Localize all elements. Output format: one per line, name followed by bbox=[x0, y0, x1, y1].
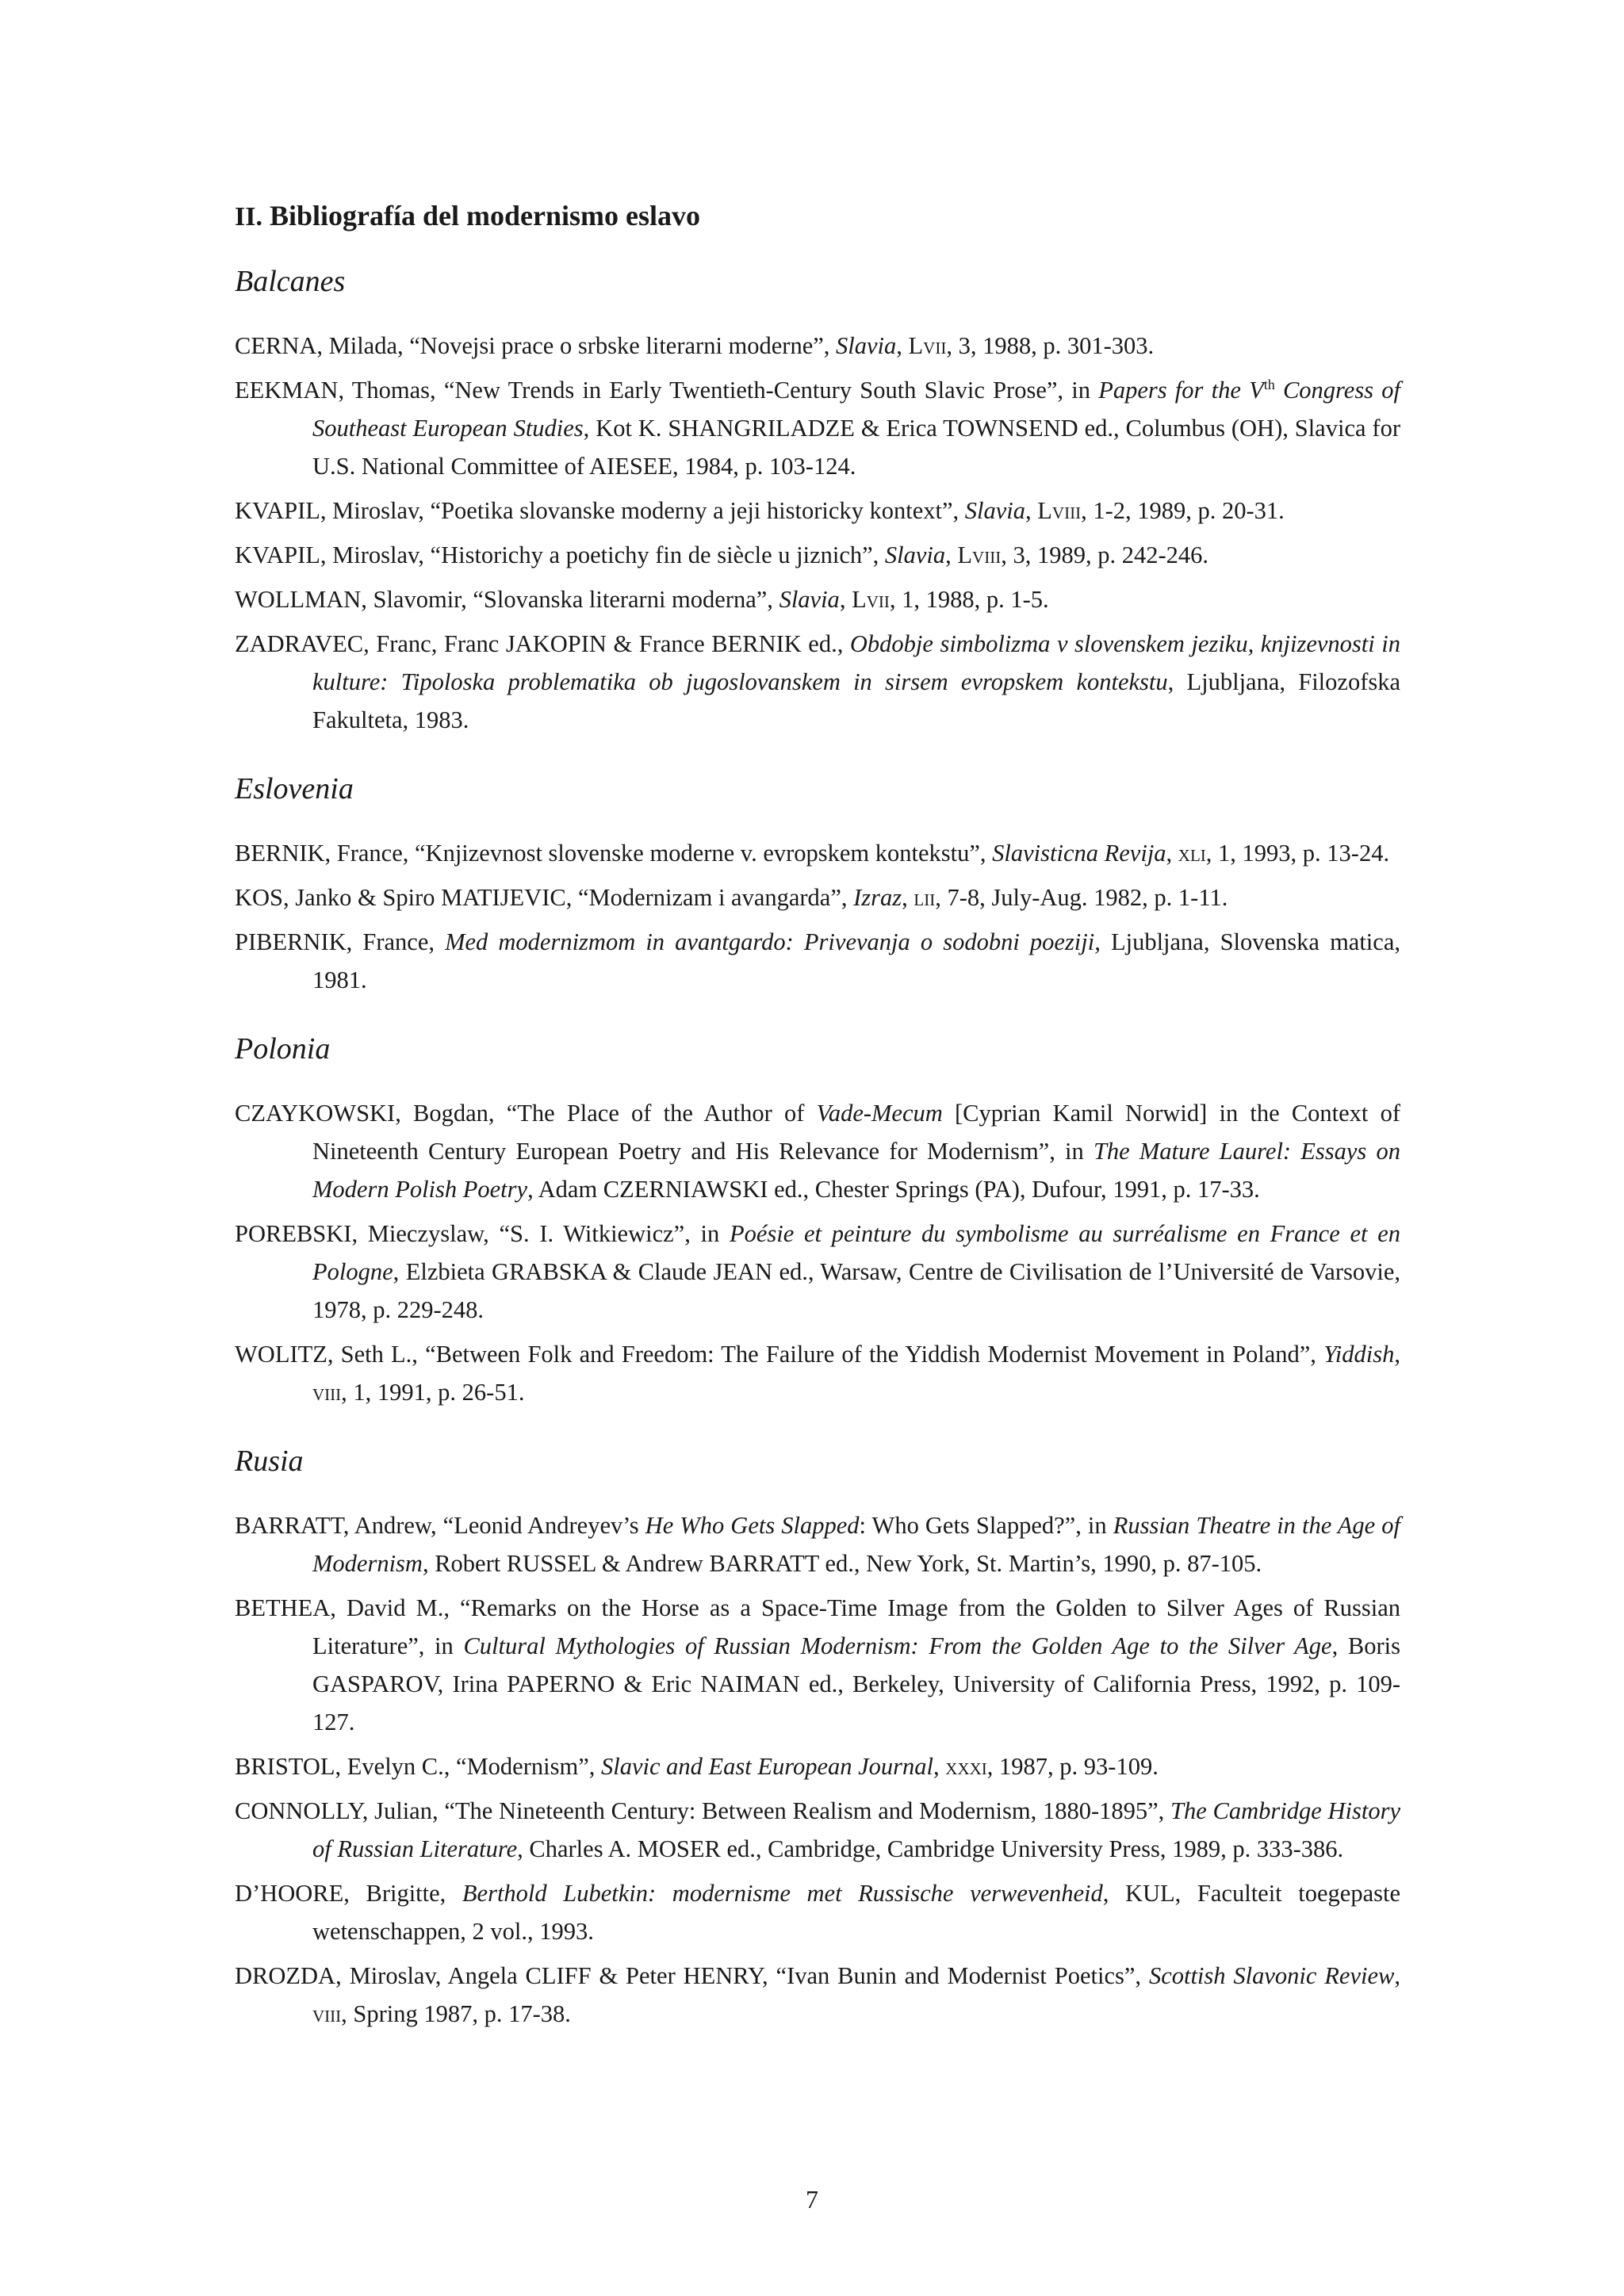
italic-title: Slavic and East European Journal bbox=[600, 1753, 934, 1780]
entry-text: CERNA, Milada, “Novejsi prace o srbske literarni moderne”, bbox=[235, 332, 837, 359]
entry-text: , 1, 1993, p. 13-24. bbox=[1205, 840, 1390, 867]
italic-title: The Mature Laurel: Essays on Modern Polish Poetry bbox=[312, 1138, 1400, 1203]
bibliography-entry bbox=[235, 1874, 1400, 1950]
region-heading: Eslovenia bbox=[235, 772, 354, 806]
entry-text: , Robert RUSSEL & Andrew BARRATT ed., New York, St. Martin’s, 1990, p. 87-105. bbox=[422, 1550, 1262, 1577]
bibliography-entry bbox=[235, 1957, 1400, 2033]
entry-text: , Kot K. SHANGRILADZE & Erica TOWNSEND ed., Columbus (OH), Slavica for U.S. National Committee of AIESEE, 1984, p. 103-124. bbox=[312, 415, 1400, 480]
entry-text: , bbox=[896, 332, 909, 359]
entry-text: , 3, 1988, p. 301-303. bbox=[946, 332, 1155, 359]
entry-text: ZADRAVEC, Franc, Franc JAKOPIN & France BERNIK ed., bbox=[235, 630, 850, 657]
bibliography-entry bbox=[235, 1335, 1400, 1411]
italic-title: Russian Theatre in the Age of Modernism bbox=[312, 1512, 1400, 1577]
entry-text: , Elzbieta GRABSKA & Claude JEAN ed., Warsaw, Centre de Civilisation de l’Université de Varsovie, 1978, p. 229-248. bbox=[312, 1258, 1400, 1323]
bibliography-entry bbox=[235, 625, 1400, 739]
page-number: 7 bbox=[806, 2185, 818, 2214]
italic-title: The Cambridge History of Russian Literature bbox=[312, 1797, 1400, 1862]
italic-title: Papers for the V bbox=[1098, 377, 1264, 404]
region-heading: Polonia bbox=[235, 1032, 331, 1066]
entry-text: KVAPIL, Miroslav, “Poetika slovanske moderny a jeji historicky kontext”, bbox=[235, 497, 965, 524]
italic-title: Med modernizmom in avantgardo: Privevanja o sodobni poeziji, bbox=[445, 928, 1101, 955]
entry-text: , 3, 1989, p. 242-246. bbox=[1001, 541, 1208, 568]
entry-text: , 7-8, July-Aug. 1982, p. 1-11. bbox=[935, 884, 1228, 911]
entry-text: , Ljubljana, Filozofska Fakulteta, 1983. bbox=[312, 668, 1401, 733]
bibliography-list bbox=[235, 834, 1400, 999]
entry-text: , bbox=[1025, 497, 1038, 524]
bibliography-entry bbox=[235, 923, 1400, 999]
document-body bbox=[235, 198, 1400, 2064]
entry-text: , bbox=[945, 541, 958, 568]
bibliography-entry bbox=[235, 878, 1400, 916]
volume-number: Lvii bbox=[908, 332, 947, 359]
entry-text: , KUL, Faculteit toegepaste wetenschappen, 2 vol., 1993. bbox=[312, 1880, 1400, 1945]
entry-text: POREBSKI, Mieczyslaw, “S. I. Witkiewicz”, in bbox=[235, 1220, 730, 1247]
entry-text: , bbox=[1166, 840, 1178, 867]
italic-title: Yiddish bbox=[1323, 1341, 1395, 1368]
entry-text: , Adam CZERNIAWSKI ed., Chester Springs (PA), Dufour, 1991, p. 17-33. bbox=[527, 1176, 1260, 1203]
italic-title: Slavisticna Revija bbox=[992, 840, 1166, 867]
bibliography-entry bbox=[235, 1747, 1400, 1785]
volume-number: xli bbox=[1178, 840, 1206, 867]
entry-text: BERNIK, France, “Knjizevnost slovenske moderne v. evropskem kontekstu”, bbox=[235, 840, 993, 867]
entry-text: DROZDA, Miroslav, Angela CLIFF & Peter HENRY, “Ivan Bunin and Modernist Poetics”, bbox=[235, 1962, 1149, 1989]
italic-title: Izraz bbox=[853, 884, 902, 911]
bibliography-entry bbox=[235, 492, 1400, 530]
entry-text: , Spring 1987, p. 17-38. bbox=[341, 2000, 571, 2027]
volume-number: viii bbox=[312, 2000, 342, 2027]
entry-text: , 1, 1988, p. 1-5. bbox=[889, 586, 1049, 613]
volume-number: viii bbox=[312, 1379, 342, 1406]
section-heading bbox=[235, 198, 1400, 235]
entry-text: , 1-2, 1989, p. 20-31. bbox=[1081, 497, 1285, 524]
volume-number: Lviii bbox=[957, 541, 1002, 568]
bibliography-list bbox=[235, 1094, 1400, 1411]
italic-title: Slavia bbox=[779, 586, 840, 613]
italic-title: Slavia bbox=[964, 497, 1026, 524]
entry-text: , bbox=[839, 586, 852, 613]
entry-text: , bbox=[1394, 1962, 1400, 1989]
entry-text: D’HOORE, Brigitte, bbox=[235, 1880, 462, 1907]
italic-title: Scottish Slavonic Review bbox=[1148, 1962, 1395, 1989]
italic-title: Poésie et peinture du symbolisme au surréalisme en France et en Pologne bbox=[312, 1220, 1400, 1285]
entry-text: KVAPIL, Miroslav, “Historichy a poetichy fin de siècle u jiznich”, bbox=[235, 541, 885, 568]
entry-text: BETHEA, David M., “Remarks on the Horse as a Space-Time Image from the Golden to Silver Ages of Russian Literature”, in bbox=[235, 1594, 1400, 1659]
italic-title: Berthold Lubetkin: modernisme met Russische verwevenheid bbox=[462, 1880, 1103, 1907]
superscript: th bbox=[1263, 376, 1275, 392]
volume-number: Lviii bbox=[1037, 497, 1082, 524]
bibliography-entry bbox=[235, 1792, 1400, 1868]
italic-title: He Who Gets Slapped bbox=[645, 1512, 860, 1539]
volume-number: Lvii bbox=[852, 586, 890, 613]
entry-text: BRISTOL, Evelyn C., “Modernism”, bbox=[235, 1753, 601, 1780]
bibliography-entry bbox=[235, 1589, 1400, 1741]
entry-text: , 1, 1991, p. 26-51. bbox=[341, 1379, 525, 1406]
section-number: II. bbox=[235, 202, 262, 232]
section-title-text: Bibliografía del modernismo eslavo bbox=[269, 200, 700, 232]
bibliography-entry bbox=[235, 371, 1400, 485]
entry-text: WOLITZ, Seth L., “Between Folk and Freedom: The Failure of the Yiddish Modernist Movement in Poland”, bbox=[235, 1341, 1324, 1368]
bibliography-list bbox=[235, 1506, 1400, 2033]
bibliography-entry bbox=[235, 536, 1400, 574]
italic-title: Vade-Mecum bbox=[816, 1100, 943, 1127]
entry-text: , bbox=[933, 1753, 946, 1780]
italic-title: Slavia bbox=[836, 332, 897, 359]
entry-text: BARRATT, Andrew, “Leonid Andreyev’s bbox=[235, 1512, 645, 1539]
entry-text: PIBERNIK, France, bbox=[235, 928, 446, 955]
italic-title: Cultural Mythologies of Russian Modernism: From the Golden Age to the Silver Age bbox=[463, 1632, 1332, 1659]
entry-text: , Boris GASPAROV, Irina PAPERNO & Eric NAIMAN ed., Berkeley, University of California Press, 1992, p. 109-127. bbox=[312, 1632, 1400, 1735]
bibliography-entry bbox=[235, 1094, 1400, 1208]
bibliography-entry bbox=[235, 1506, 1400, 1582]
entry-text: , bbox=[1394, 1341, 1400, 1368]
entry-text: , Charles A. MOSER ed., Cambridge, Cambridge University Press, 1989, p. 333-386. bbox=[517, 1835, 1344, 1862]
entry-text: EEKMAN, Thomas, “New Trends in Early Twentieth-Century South Slavic Prose”, in bbox=[235, 377, 1099, 404]
volume-number: xxxi bbox=[945, 1753, 987, 1780]
entry-text: CZAYKOWSKI, Bogdan, “The Place of the Author of bbox=[235, 1100, 817, 1127]
entry-text: KOS, Janko & Spiro MATIJEVIC, “Modernizam i avangarda”, bbox=[235, 884, 854, 911]
entry-text: , bbox=[902, 884, 914, 911]
bibliography-entry bbox=[235, 327, 1400, 365]
entry-text: CONNOLLY, Julian, “The Nineteenth Century: Between Realism and Modernism, 1880-1895”, bbox=[235, 1797, 1171, 1824]
bibliography-entry bbox=[235, 580, 1400, 618]
entry-text: , 1987, p. 93-109. bbox=[986, 1753, 1159, 1780]
region-heading: Balcanes bbox=[235, 265, 346, 298]
bibliography-regions bbox=[235, 263, 1400, 2033]
italic-title: Obdobje simbolizma v slovenskem jeziku, knjizevnosti in kulture: Tipoloska problematika ob jugoslovanskem in sirsem evropskem kontekstu bbox=[312, 630, 1400, 695]
italic-title: Congress of Southeast European Studies bbox=[312, 377, 1400, 442]
bibliography-list bbox=[235, 327, 1400, 739]
bibliography-entry bbox=[235, 1215, 1400, 1329]
entry-text: : Who Gets Slapped?”, in bbox=[859, 1512, 1113, 1539]
italic-title: Slavia bbox=[884, 541, 946, 568]
region-heading: Rusia bbox=[235, 1445, 304, 1478]
volume-number: lii bbox=[914, 884, 936, 911]
entry-text: [Cyprian Kamil Norwid] in the Context of Nineteenth Century European Poetry and His Relevance for Modernism”, in bbox=[312, 1100, 1400, 1165]
entry-text: Ljubljana, Slovenska matica, 1981. bbox=[312, 928, 1400, 993]
bibliography-entry bbox=[235, 834, 1400, 872]
entry-text: WOLLMAN, Slavomir, “Slovanska literarni moderna”, bbox=[235, 586, 779, 613]
